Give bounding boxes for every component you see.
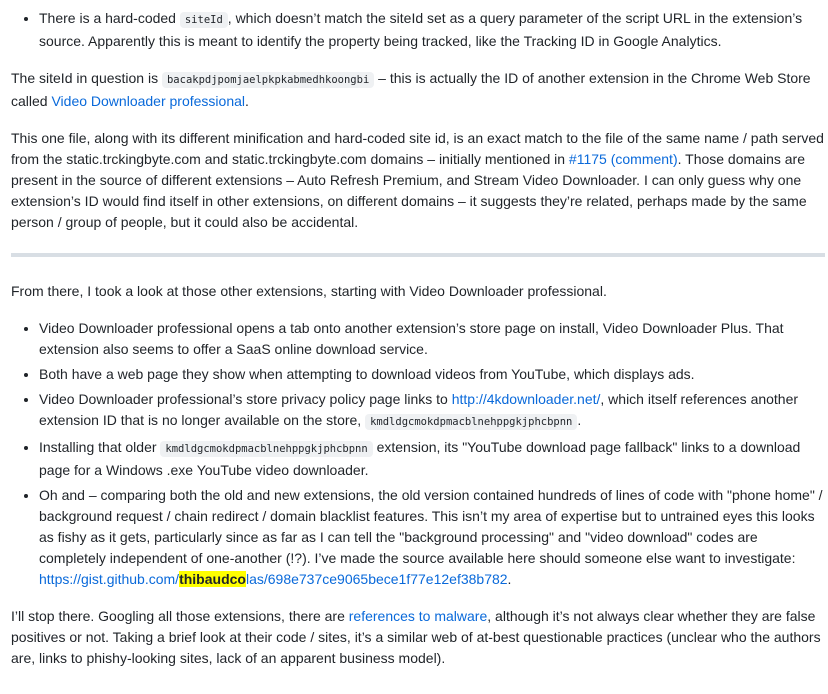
paragraph-intro: From there, I took a look at those other extensions, starting with Video Downloader professional. <box>11 283 607 299</box>
list-item: • Both have a web page they show when attempting to download videos from YouTube, which displays ads. <box>39 364 825 385</box>
site-id-code: siteId <box>180 12 228 28</box>
list-item: • Video Downloader professional opens a tab onto another extension’s store page on install, Video Downloader Plus. That extension also seems to offer a SaaS online download service. <box>39 318 825 360</box>
paragraph-site-id: The siteId in question is bacakpdjpomjaelpkpkabmedhkoongbi – this is actually the ID of another extension in the Chrome Web Store called Video Downloader professional. <box>11 70 811 109</box>
list-item: • Oh and – comparing both the old and new extensions, the old version contained hundreds of lines of code with "phone home" / background request / chain redirect / domain blacklist features. This isn’t my area of expertise but to untrained eyes this looks as fishy as it gets, particularly since as far as I can tell the "background processing" and "video download" codes are completely independent of one-another (!?). I’ve made the source available here should someone else want to investigate: https://gist.github.com/thibaudcolas/698e737ce9065bece1f77e12ef38b782. <box>39 485 825 590</box>
paragraph-file-match: This one file, along with its different minification and hard-coded site id, is an exact match to the file of the same name / path served from the static.trckingbyte.com and static.trckingbyte.com domains – initially mentioned in #1175 (comment). Those domains are present in the source of different extensions – Auto Refresh Premium, and Stream Video Downloader. I can only guess why one extension’s ID would find itself in other extensions, on different domains – it suggests they’re related, perhaps made by the same person / group of people, but it could also be accidental. <box>11 130 824 230</box>
4kdownloader-link[interactable]: http://4kdownloader.net/ <box>451 391 601 407</box>
issue-comment-link[interactable]: #1175 (comment) <box>568 151 678 167</box>
list-item: • Video Downloader professional’s store privacy policy page links to http://4kdownloader.net/, which itself references another extension ID that is no longer available on the store, kmdldgcmokdpmacblnehppgkjphcbpnn . <box>39 389 825 433</box>
malware-references-link[interactable]: references to malware <box>348 608 488 624</box>
video-downloader-professional-link[interactable]: Video Downloader professional <box>51 93 246 109</box>
gist-link[interactable]: https://gist.github.com/thibaudcolas/698e737ce9065bece1f77e12ef38b782 <box>39 571 508 587</box>
findings-list <box>11 318 825 590</box>
top-bullet-list <box>11 0 825 52</box>
divider <box>11 253 825 257</box>
search-highlight: thibaudco <box>179 571 246 587</box>
extension-id-code: bacakpdjpomjaelpkpkabmedhkoongbi <box>162 72 374 88</box>
extension-id-code: kmdldgcmokdpmacblnehppgkjphcbpnn <box>365 414 577 430</box>
paragraph-conclusion: I’ll stop there. Googling all those extensions, there are references to malware, although it’s not always clear whether they are false positives or not. Taking a brief look at their code / sites, it’s a similar web of at-best questionable practices (unclear who the authors are, links to phishy-looking sites, lack of an apparent business model). <box>11 608 821 666</box>
list-item: • There is a hard-coded siteId , which doesn’t match the siteId set as a query parameter of the script URL in the extension’s source. Apparently this is meant to identify the property being tracked, like the Tracking ID in Google Analytics. <box>39 8 825 52</box>
list-item: • Installing that older kmdldgcmokdpmacblnehppgkjphcbpnn extension, its "YouTube download page fallback" links to a download page for a Windows .exe YouTube video downloader. <box>39 437 825 481</box>
extension-id-code: kmdldgcmokdpmacblnehppgkjphcbpnn <box>160 441 372 457</box>
